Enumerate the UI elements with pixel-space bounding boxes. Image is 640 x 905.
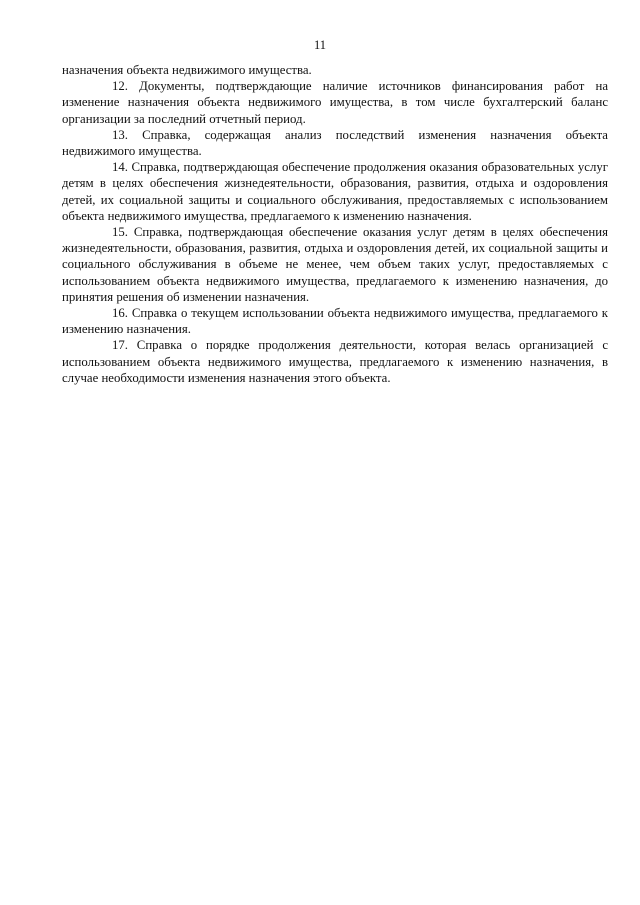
paragraph-item-15: 15. Справка, подтверждающая обеспечение оказания услуг детям в целях обеспечения жизнедеятельности, образования, развития, отдыха и оздоровления детей, их социальной защиты и социального обслуживания в объеме не менее, чем объем таких услуг, предоставляемых с использованием объекта недвижимого имущества, предлагаемого к изменению назначения, до принятия решения об изменении назначения. bbox=[62, 225, 608, 304]
paragraph-continuation: назначения объекта недвижимого имущества. bbox=[62, 63, 312, 77]
paragraph-item-12: 12. Документы, подтверждающие наличие источников финансирования работ на изменение назначения объекта недвижимого имущества, в том числе бухгалтерский баланс организации за последний отчетный период. bbox=[62, 79, 608, 126]
paragraph-item-14: 14. Справка, подтверждающая обеспечение продолжения оказания образовательных услуг детям в целях обеспечения жизнедеятельности, образования, развития, отдыха и оздоровления детей, их социальной защиты и социального обслуживания, предоставляемых с использованием объекта недвижимого имущества, предлагаемого к изменению назначения. bbox=[62, 160, 608, 223]
paragraph-item-17: 17. Справка о порядке продолжения деятельности, которая велась организацией с использованием объекта недвижимого имущества, предлагаемого к изменению назначения, в случае необходимости изменения назначения этого объекта. bbox=[62, 338, 608, 385]
paragraph-item-13: 13. Справка, содержащая анализ последствий изменения назначения объекта недвижимого имущества. bbox=[62, 127, 608, 159]
page-number: 11 bbox=[313, 38, 327, 52]
document-body bbox=[62, 62, 608, 386]
paragraph-item-16: 16. Справка о текущем использовании объекта недвижимого имущества, предлагаемого к изменению назначения. bbox=[62, 306, 608, 337]
